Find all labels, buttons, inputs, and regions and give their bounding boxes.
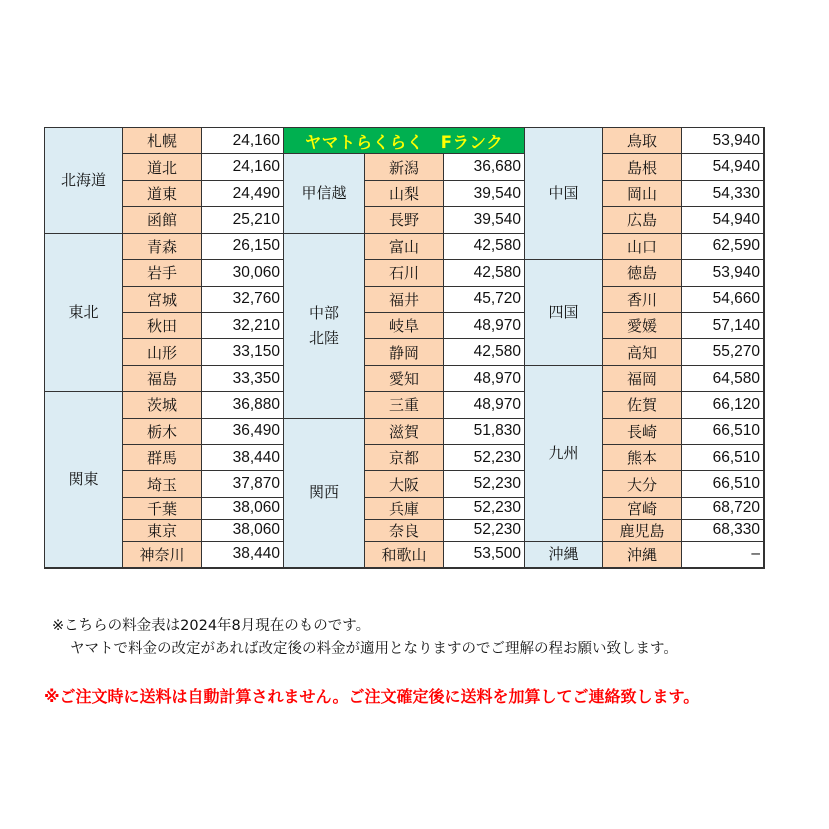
prefecture-name: 東京 (123, 520, 202, 542)
region-label: 東北 (45, 234, 123, 393)
shipping-price: 48,970 (444, 366, 525, 392)
prefecture-name: 佐賀 (603, 392, 682, 418)
prefecture-name: 大阪 (365, 471, 444, 497)
shipping-price: 26,150 (202, 234, 284, 260)
shipping-price: 45,720 (444, 287, 525, 313)
prefecture-name: 山口 (603, 234, 682, 260)
prefecture-name: 鹿児島 (603, 520, 682, 542)
prefecture-name: 埼玉 (123, 471, 202, 497)
shipping-price: 24,160 (202, 154, 284, 180)
prefecture-name: 長崎 (603, 419, 682, 445)
shipping-price: 30,060 (202, 260, 284, 286)
shipping-price: 24,160 (202, 128, 284, 154)
shipping-price: 36,680 (444, 154, 525, 180)
region-label: 甲信越 (284, 154, 365, 233)
prefecture-name: 香川 (603, 287, 682, 313)
shipping-rate-table (44, 127, 765, 569)
region-label: 関西 (284, 419, 365, 568)
prefecture-name: 沖縄 (603, 542, 682, 568)
prefecture-name: 高知 (603, 339, 682, 365)
prefecture-name: 札幌 (123, 128, 202, 154)
shipping-price: 53,940 (682, 128, 764, 154)
prefecture-name: 宮城 (123, 287, 202, 313)
region-label: 沖縄 (525, 542, 603, 568)
table-banner: ヤマトらくらく Fランク (284, 128, 525, 154)
shipping-price: 66,510 (682, 445, 764, 471)
shipping-price: – (682, 542, 764, 568)
shipping-price: 39,540 (444, 181, 525, 207)
prefecture-name: 神奈川 (123, 542, 202, 568)
shipping-price: 36,490 (202, 419, 284, 445)
prefecture-name: 茨城 (123, 392, 202, 418)
shipping-price: 68,720 (682, 498, 764, 520)
prefecture-name: 秋田 (123, 313, 202, 339)
prefecture-name: 宮崎 (603, 498, 682, 520)
shipping-price: 51,830 (444, 419, 525, 445)
shipping-price: 52,230 (444, 520, 525, 542)
shipping-price: 32,210 (202, 313, 284, 339)
shipping-price: 57,140 (682, 313, 764, 339)
shipping-price: 62,590 (682, 234, 764, 260)
shipping-price: 39,540 (444, 207, 525, 233)
shipping-price: 32,760 (202, 287, 284, 313)
prefecture-name: 青森 (123, 234, 202, 260)
prefecture-name: 福井 (365, 287, 444, 313)
shipping-price: 64,580 (682, 366, 764, 392)
prefecture-name: 奈良 (365, 520, 444, 542)
shipping-price: 54,330 (682, 181, 764, 207)
shipping-price: 52,230 (444, 471, 525, 497)
prefecture-name: 京都 (365, 445, 444, 471)
prefecture-name: 道北 (123, 154, 202, 180)
shipping-price: 42,580 (444, 260, 525, 286)
prefecture-name: 岐阜 (365, 313, 444, 339)
region-label: 関東 (45, 392, 123, 568)
prefecture-name: 福岡 (603, 366, 682, 392)
shipping-warning: ※ご注文時に送料は自動計算されません。ご注文確定後に送料を加算してご連絡致します。 (44, 687, 700, 706)
shipping-price: 38,440 (202, 445, 284, 471)
shipping-price: 52,230 (444, 445, 525, 471)
prefecture-name: 滋賀 (365, 419, 444, 445)
region-label: 中部 北陸 (284, 234, 365, 419)
prefecture-name: 岡山 (603, 181, 682, 207)
region-label: 中国 (525, 128, 603, 260)
prefecture-name: 福島 (123, 366, 202, 392)
prefecture-name: 道東 (123, 181, 202, 207)
shipping-price: 54,940 (682, 154, 764, 180)
note-date: ※こちらの料金表は2024年8月現在のものです。 (52, 618, 371, 634)
prefecture-name: 静岡 (365, 339, 444, 365)
prefecture-name: 島根 (603, 154, 682, 180)
shipping-price: 33,150 (202, 339, 284, 365)
shipping-price: 38,060 (202, 498, 284, 520)
shipping-price: 66,510 (682, 419, 764, 445)
shipping-price: 33,350 (202, 366, 284, 392)
shipping-price: 55,270 (682, 339, 764, 365)
note-revision: ヤマトで料金の改定があれば改定後の料金が適用となりますのでご理解の程お願い致します。 (70, 641, 678, 657)
prefecture-name: 山梨 (365, 181, 444, 207)
shipping-price: 53,500 (444, 542, 525, 568)
shipping-price: 68,330 (682, 520, 764, 542)
shipping-price: 42,580 (444, 339, 525, 365)
prefecture-name: 千葉 (123, 498, 202, 520)
prefecture-name: 大分 (603, 471, 682, 497)
shipping-price: 66,120 (682, 392, 764, 418)
prefecture-name: 広島 (603, 207, 682, 233)
shipping-price: 52,230 (444, 498, 525, 520)
region-label: 四国 (525, 260, 603, 366)
prefecture-name: 三重 (365, 392, 444, 418)
region-label: 九州 (525, 366, 603, 542)
prefecture-name: 鳥取 (603, 128, 682, 154)
shipping-price: 54,660 (682, 287, 764, 313)
prefecture-name: 長野 (365, 207, 444, 233)
prefecture-name: 愛媛 (603, 313, 682, 339)
shipping-price: 37,870 (202, 471, 284, 497)
prefecture-name: 富山 (365, 234, 444, 260)
prefecture-name: 函館 (123, 207, 202, 233)
shipping-price: 48,970 (444, 392, 525, 418)
prefecture-name: 熊本 (603, 445, 682, 471)
region-label: 北海道 (45, 128, 123, 234)
prefecture-name: 新潟 (365, 154, 444, 180)
shipping-price: 25,210 (202, 207, 284, 233)
prefecture-name: 山形 (123, 339, 202, 365)
shipping-price: 54,940 (682, 207, 764, 233)
shipping-price: 42,580 (444, 234, 525, 260)
prefecture-name: 徳島 (603, 260, 682, 286)
prefecture-name: 石川 (365, 260, 444, 286)
prefecture-name: 岩手 (123, 260, 202, 286)
shipping-price: 38,060 (202, 520, 284, 542)
shipping-price: 24,490 (202, 181, 284, 207)
shipping-price: 48,970 (444, 313, 525, 339)
shipping-price: 36,880 (202, 392, 284, 418)
prefecture-name: 栃木 (123, 419, 202, 445)
shipping-price: 53,940 (682, 260, 764, 286)
prefecture-name: 愛知 (365, 366, 444, 392)
shipping-price: 66,510 (682, 471, 764, 497)
prefecture-name: 群馬 (123, 445, 202, 471)
prefecture-name: 兵庫 (365, 498, 444, 520)
shipping-price: 38,440 (202, 542, 284, 568)
prefecture-name: 和歌山 (365, 542, 444, 568)
